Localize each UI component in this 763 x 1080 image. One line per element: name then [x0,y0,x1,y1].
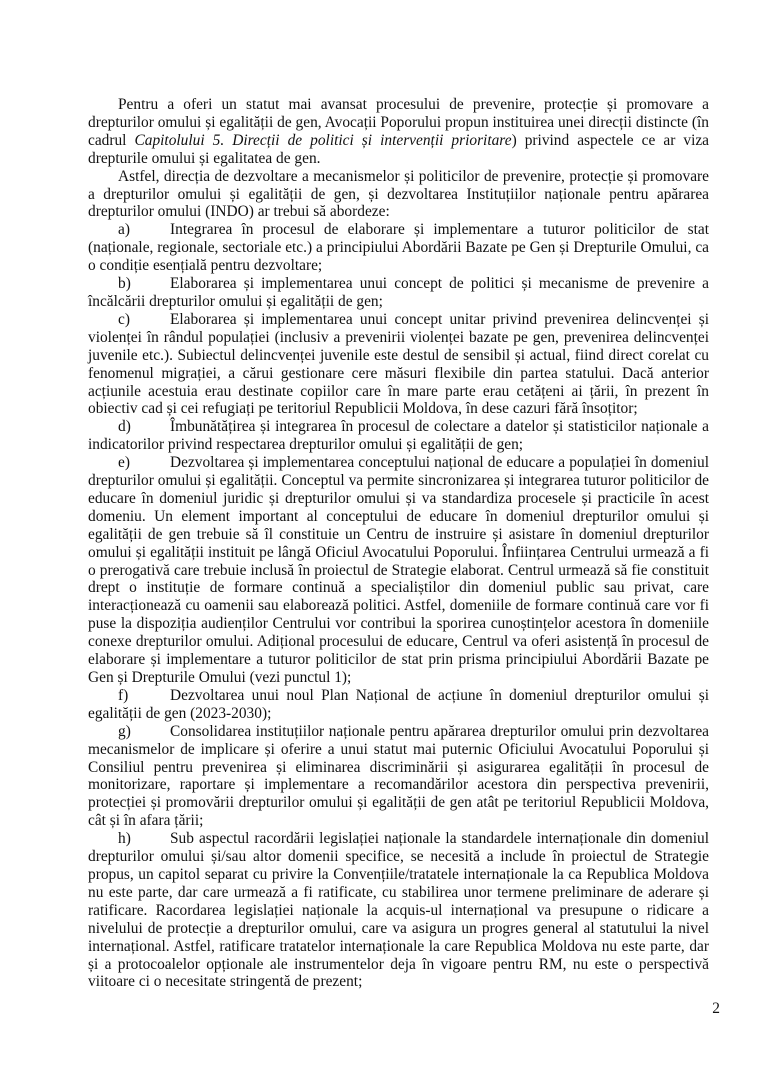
list-item-text: Dezvoltarea și implementarea conceptului național de educare a populației în domeniul drepturilor omului și egalității. Conceptul va permite sincronizarea și integrarea tuturor politicilor de educare în domeniul juridic și drepturilor omului și va standardiza procesele și practicile în acest domeniu. Un element important al conceptului de educare în domeniul drepturilor omului și egalității de gen trebuie să îl constituie un Centru de instruire și asistare în domeniul drepturilor omului și egalității instituit pe lângă Oficiul Avocatului Poporului. Înființarea Centrului urmează a fi o prerogativă care trebuie inclusă în proiectul de Strategie elaborat. Centrul urmează să fie constituit drept o instituție de formare continuă a specialiștilor din domeniul public sau privat, care interacționează cu oamenii sau elaborează politici. Astfel, domeniile de formare continuă care vor fi puse la dispoziția audienților Centrului vor contribui la sporirea cunoștințelor acestora în domeniile conexe drepturilor omului. Adițional procesului de educare, Centrul va oferi asistență în procesul de elaborare și implementare a tuturor politicilor de stat prin prisma principiului Abordării Bazate pe Gen și Drepturile Omului (vezi punctul 1); [88,454,709,686]
list-label: e) [118,454,130,472]
list-item-b [88,275,709,311]
list-item-text: Elaborarea și implementarea unui concept de politici și mecanisme de prevenire a încălcării drepturilor omului și egalității de gen; [88,275,709,310]
intro-paragraph [88,96,709,168]
document-body [88,96,709,991]
list-label: d) [118,418,131,436]
intro-text-end: ) privind aspectele ce ar viza drepturile omului și egalitatea de gen. [88,131,710,167]
list-item-a [88,221,709,275]
list-item-text: Dezvoltarea unui noul Plan Național de acțiune în domeniul drepturilor omului și egalității de gen (2023-2030); [88,686,709,722]
intro-text-start: Pentru a oferi un statut mai avansat procesului de prevenire, protecție și promovare a drepturilor omului și egalității de gen, Avocații Poporului propun instituirea unei direcții distincte (în cadrul [88,96,709,149]
list-item-text: Consolidarea instituțiilor naționale pentru apărarea drepturilor omului prin dezvoltarea mecanismelor de implicare și oferire a unui statut mai puternic Oficiului Avocatului Poporului și Consiliul pentru prevenirea și eliminarea discriminării și asigurarea egalității în procesul de monitorizare, raportare și implementare a recomandărilor acestora din perspectiva prevenirii, protecției și promovării drepturilor omului și egalității de gen atât pe teritoriul Republicii Moldova, cât și în afara țării; [88,722,709,830]
list-item-h [88,830,709,991]
list-item-d [88,418,709,454]
list-label: c) [118,310,130,328]
direction-paragraph: Astfel, direcția de dezvoltare a mecanismelor și politicilor de prevenire, protecție și promovare a drepturilor omului și egalității de gen, și dezvoltarea Instituțiilor naționale pentru apărarea drepturilor omului (INDO) ar trebui să abordeze: [88,167,709,221]
page-number: 2 [712,1000,720,1017]
list-item-text: Îmbunătățirea și integrarea în procesul de colectare a datelor și statisticilor naționale a indicatorilor privind respectarea drepturilor omului și egalității de gen; [88,418,709,454]
list-label: a) [118,221,130,239]
list-label: f) [118,686,129,704]
list-label: g) [118,722,131,740]
list-label: b) [118,275,131,293]
list-item-text: Elaborarea și implementarea unui concept unitar privind prevenirea delincvenței și violenței în rândul populației (inclusiv a prevenirii violenței bazate pe gen, prevenirea delincvenței juvenile etc.). Subiectul delincvenței juvenile este destul de sensibil și actual, fiind direct corelat cu fenomenul migrației, a cărui gestionare cere măsuri flexibile din partea statului. Dacă anterior acțiunile acestuia erau destinate copiilor care în mare parte erau cetățeni ai țării, în prezent în obiectiv cad și cei refugiați pe teritoriul Republicii Moldova, în dese cazuri fără însoțitor; [88,310,709,418]
list-label: h) [118,830,131,848]
list-item-text: Integrarea în procesul de elaborare și implementare a tuturor politicilor de stat (naționale, regionale, sectoriale etc.) a principiului Abordării Bazate pe Gen și Drepturile Omului, ca o condiție esențială pentru dezvoltare; [88,221,709,275]
intro-italic-reference: Capitolului 5. Direcții de politici și intervenții prioritare [134,131,512,149]
list-item-e [88,454,709,687]
list-item-c [88,311,709,418]
list-item-f [88,687,709,723]
list-item-g [88,723,709,830]
list-item-text: Sub aspectul racordării legislației naționale la standardele internaționale din domeniul drepturilor omului și/sau altor domenii specifice, se necesită a include în proiectul de Strategie propus, un capitol separat cu privire la Convențiile/tratatele internaționale la ca Republica Moldova nu este parte, dar care urmează a fi ratificate, cu stabilirea unor termene preliminare de aderare și ratificare. Racordarea legislației naționale la acquis-ul internațional va presupune o ridicare a nivelului de protecție a drepturilor omului, care va asigura un progres general al statutului la nivel internațional. Astfel, ratificare tratatelor internaționale la care Republica Moldova nu este parte, dar și a protocoalelor opționale ale instrumentelor deja în vigoare pentru RM, nu este o perspectivă viitoare ci o necesitate stringentă de prezent; [88,830,709,991]
